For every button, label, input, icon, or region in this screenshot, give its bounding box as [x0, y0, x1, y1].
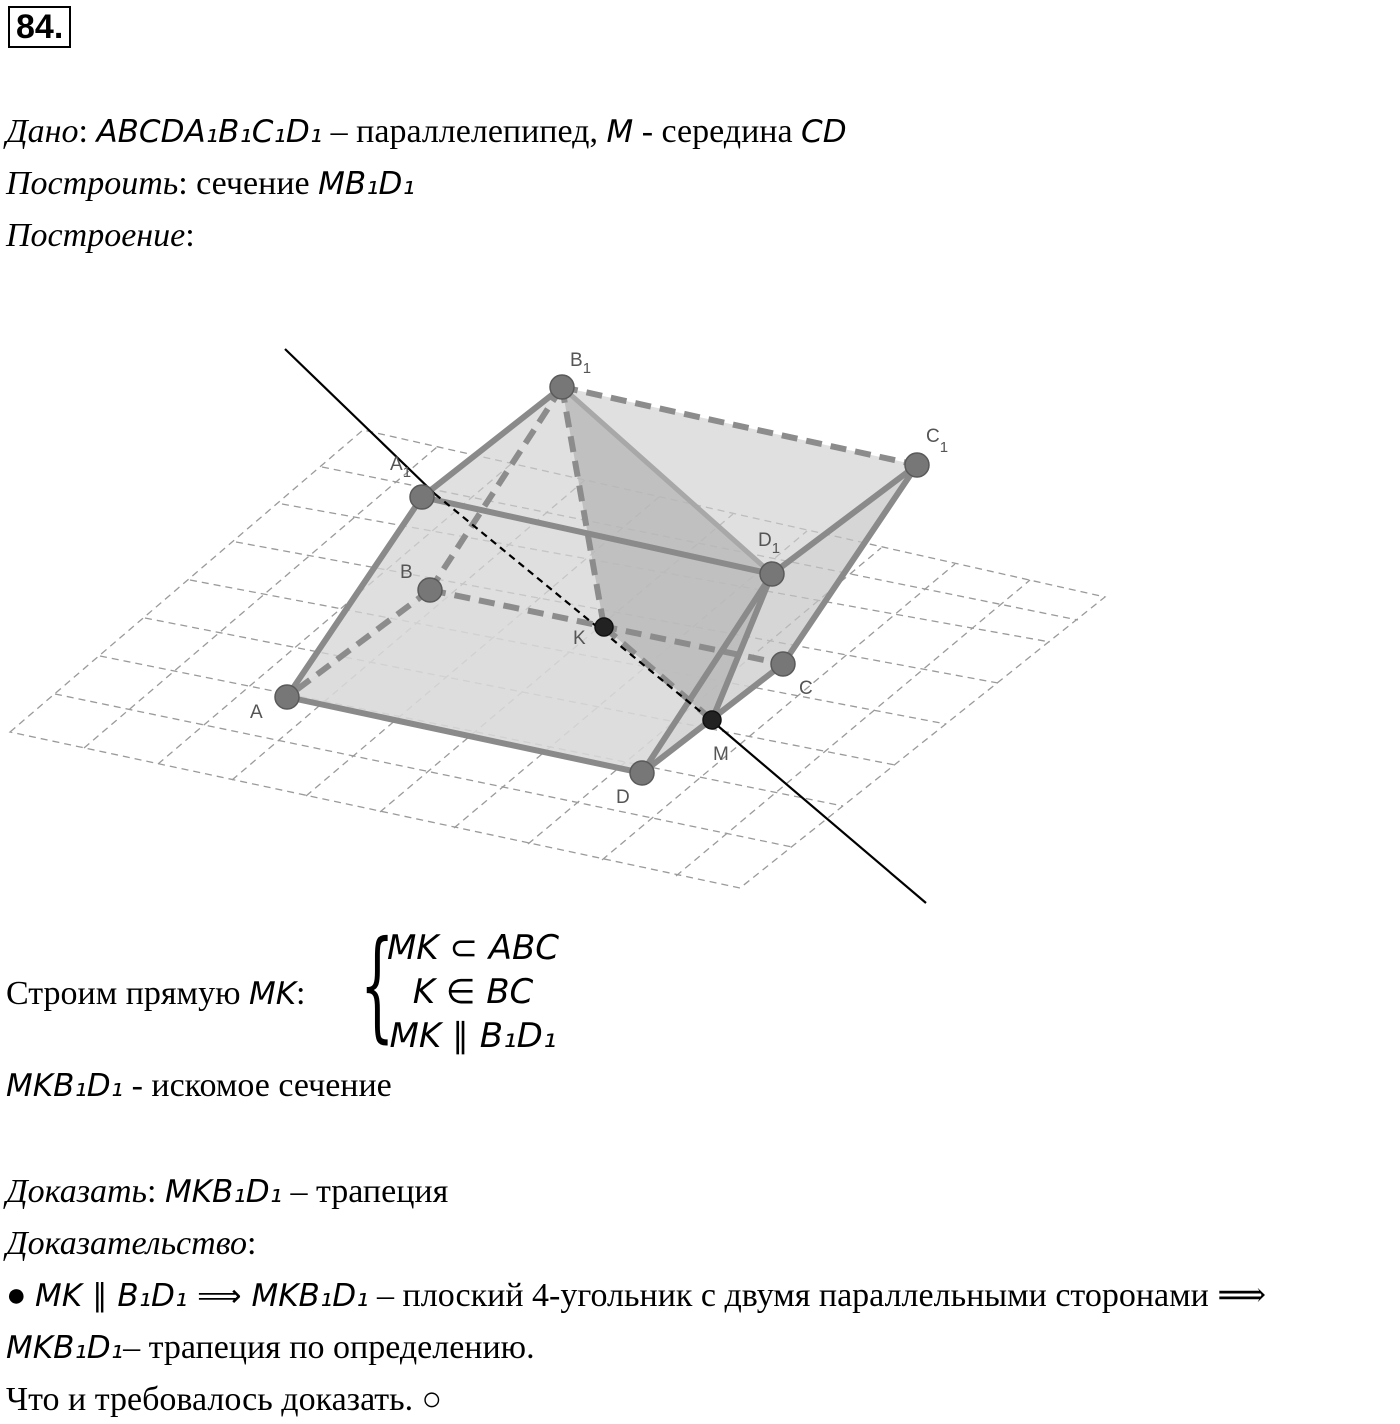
given-text1: – параллелепипед, [322, 113, 607, 150]
point-a [275, 685, 299, 709]
label-b1: $B_1$ [570, 350, 592, 377]
point-b [418, 578, 442, 602]
proof-line-1 [6, 1276, 1266, 1316]
given-text2: - середина [633, 113, 802, 150]
system-row-2: K ∈ BC [412, 972, 534, 1012]
point-c1 [905, 453, 929, 477]
construct-object: MB₁D₁ [318, 166, 415, 202]
point-c [771, 652, 795, 676]
build-step-text: Строим прямую [6, 975, 249, 1012]
build-step-line-name: MK [248, 976, 297, 1012]
construct-line [6, 164, 415, 204]
proof-line-2 [6, 1328, 535, 1368]
build-step-line: Строим прямую MK: [6, 975, 306, 1012]
label-d: D [616, 787, 630, 808]
proof-bullet: ● [6, 1277, 36, 1314]
prove-line: Доказать: MKB₁D₁ – трапеция [6, 1173, 449, 1210]
proof-text-1: – плоский 4-угольник с двумя параллельными сторонами ⟹ [368, 1277, 1267, 1314]
label-a1: $A_1$ [390, 454, 412, 481]
qed-line: Что и требовалось доказать. ○ [6, 1381, 443, 1418]
point-d [630, 761, 654, 785]
result-text: - искомое сечение [123, 1067, 392, 1104]
label-c: C [799, 678, 813, 699]
label-a: A [250, 702, 263, 723]
point-b1 [550, 375, 574, 399]
system-row-1: MK ⊂ ABC [386, 928, 560, 968]
construct-text: : сечение [178, 165, 319, 202]
line-mk-upper [285, 349, 435, 494]
label-c1: $C_1$ [926, 426, 949, 456]
label-d1: $D_1$ [758, 530, 781, 557]
prove-text: – трапеция [282, 1173, 449, 1210]
construction-label: Построение [6, 217, 186, 254]
given-label: Дано [6, 113, 79, 150]
label-k: K [573, 628, 586, 649]
label-b: B [400, 562, 413, 583]
point-a1 [410, 485, 434, 509]
given-line: Дано: ABCDA₁B₁C₁D₁ – параллелепипед, M - середина CD [6, 113, 847, 150]
point-m [703, 711, 721, 729]
proof-math-1: MK ∥ B₁D₁ ⟹ MKB₁D₁ [35, 1278, 369, 1314]
construct-label: Построить [6, 165, 179, 202]
point-d1 [760, 562, 784, 586]
result-line [6, 1066, 392, 1106]
condition-system [360, 916, 570, 1056]
left-brace: { [360, 916, 395, 1055]
system-row-3: MK ∥ B₁D₁ [389, 1016, 557, 1056]
problem-number: 84. [8, 6, 71, 48]
proof-text-2: – трапеция по определению. [123, 1329, 535, 1366]
proof-label-line: Доказательство: [6, 1225, 257, 1262]
prove-object: MKB₁D₁ [164, 1174, 283, 1210]
given-object: ABCDA₁B₁C₁D₁ [96, 114, 323, 150]
point-k [595, 618, 613, 636]
label-m: M [713, 744, 729, 765]
given-point: M [606, 114, 634, 150]
line-mk-lower [718, 726, 926, 903]
proof-math-2: MKB₁D₁ [6, 1330, 124, 1366]
proof-label: Доказательство [6, 1225, 248, 1262]
given-segment: CD [801, 114, 847, 150]
result-object: MKB₁D₁ [6, 1068, 124, 1104]
construction-line: Построение: [6, 217, 195, 254]
parallelepiped-figure [0, 330, 1140, 910]
prove-label: Доказать [6, 1173, 147, 1210]
